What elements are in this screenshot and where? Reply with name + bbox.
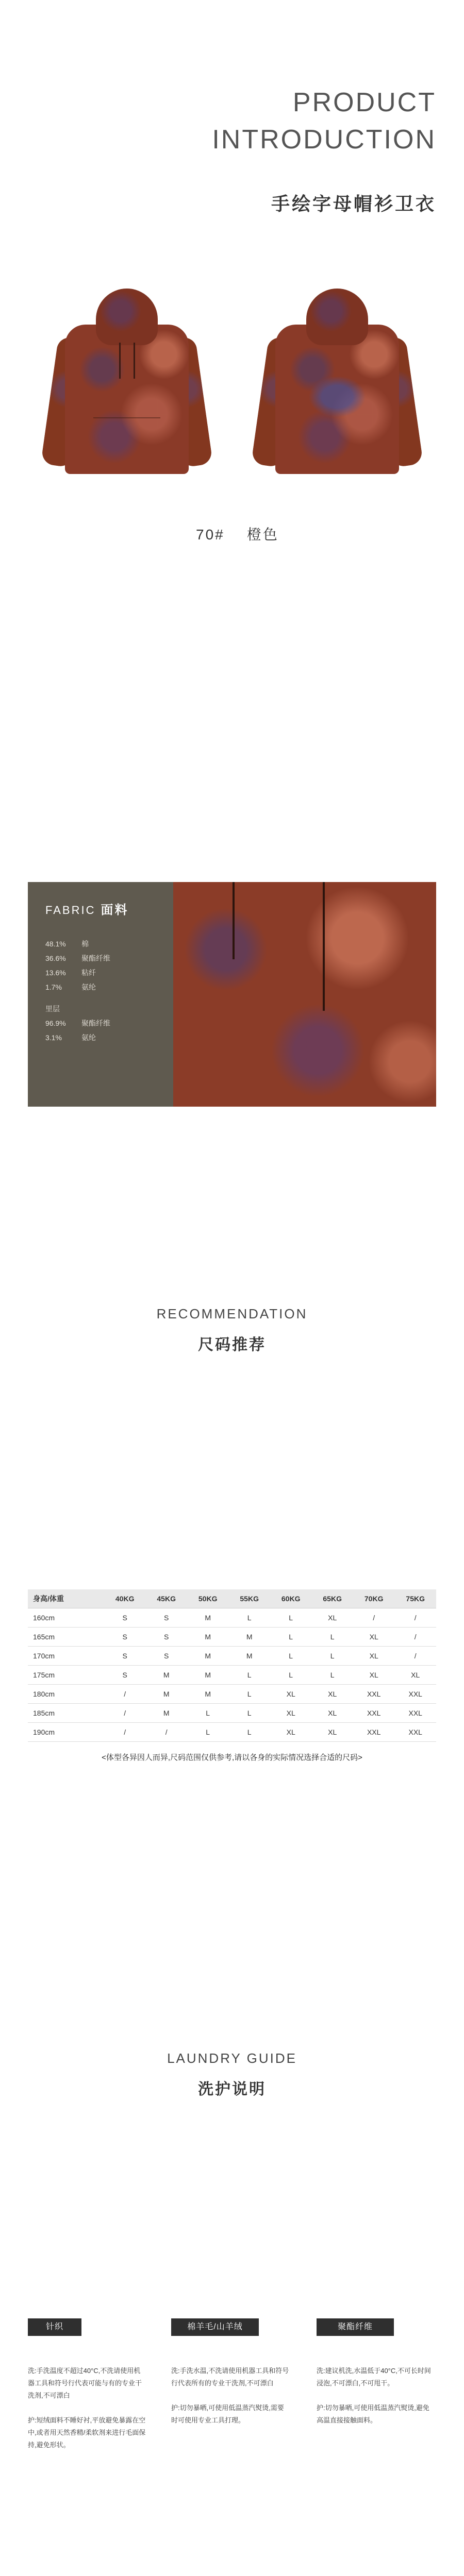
fabric-row: 1.7% 氨纶: [45, 983, 96, 991]
size-note: <体型各异因人而异,尺码范围仅供参考,请以各身的实际情况选择合适的尺码>: [102, 1753, 362, 1762]
hoodie-back-image: [260, 289, 415, 474]
recommendation-title-en: RECOMMENDATION: [156, 1306, 308, 1321]
table-header-row: 身高/体重 40KG 45KG 50KG 55KG 60KG 65KG 70KG 75KG: [28, 1589, 436, 1608]
size-table: [28, 1589, 436, 1742]
hoodie-front-image: [49, 289, 204, 474]
table-row: 160cm S S M L L XL / /: [28, 1608, 436, 1628]
fabric-row: 36.6% 聚酯纤维: [45, 954, 110, 962]
fabric-closeup-image: [173, 882, 436, 1107]
laundry-title-en: LAUNDRY GUIDE: [167, 2050, 297, 2066]
care-badge: 聚酯纤维: [317, 2318, 394, 2336]
care-badge: 棉羊毛/山羊绒: [171, 2318, 259, 2336]
color-name: 橙色: [246, 527, 279, 543]
fabric-row: 3.1% 氨纶: [45, 1033, 96, 1042]
fabric-title-cn: 面料: [101, 903, 129, 917]
color-code: 70#: [196, 527, 225, 543]
title-en-line2: INTRODUCTION: [212, 125, 436, 155]
fabric-sub-title: 里层: [45, 1005, 60, 1013]
fabric-panel: [28, 882, 436, 1107]
table-row: 190cm / / L L XL XL XXL XXL: [28, 1723, 436, 1742]
fabric-row: 48.1% 棉: [45, 940, 89, 948]
page-title: 手绘字母帽衫卫衣: [271, 193, 436, 214]
fabric-title-en: FABRIC: [45, 904, 96, 917]
fabric-row: 96.9% 聚酯纤维: [45, 1019, 110, 1027]
table-row: 165cm S S M M L L XL /: [28, 1628, 436, 1647]
fabric-row: 13.6% 粘纤: [45, 969, 96, 977]
fabric-title: [45, 900, 128, 918]
table-row: 180cm / M M L XL XL XXL XXL: [28, 1685, 436, 1704]
care-text: 洗:手洗温度不超过40°C,不洗请使用机器工具和符号行代表可能与有的专业干洗剂,不可漂白 护:短绒面料不睡好衬,平放避免暴露在空中,或者用天然香精/柔软剂来进行毛面保持,避免形状。: [28, 2367, 146, 2449]
table-row: 185cm / M L L XL XL XXL XXL: [28, 1704, 436, 1723]
title-en-line1: PRODUCT: [292, 88, 436, 117]
table-row: 170cm S S M M L L XL /: [28, 1647, 436, 1666]
laundry-title-cn: 洗护说明: [198, 2081, 266, 2098]
table-row: 175cm S M M L L L XL XL: [28, 1666, 436, 1685]
care-badge: 针织: [28, 2318, 81, 2336]
care-text: 洗:建议机洗,水温低于40°C,不可长时间浸泡,不可漂白,不可甩干。 护:切勿暴晒,可使用低温蒸汽熨烫,避免高温直接接触面料。: [317, 2367, 431, 2424]
care-text: 洗:手洗水温,不洗请使用机器工具和符号行代表所有的专业干洗剂,不可漂白 护:切勿暴晒,可使用低温蒸汽熨烫,需要时可使用专业工具打理。: [171, 2367, 289, 2424]
recommendation-title-cn: 尺码推荐: [198, 1336, 266, 1353]
color-label: [196, 523, 279, 544]
